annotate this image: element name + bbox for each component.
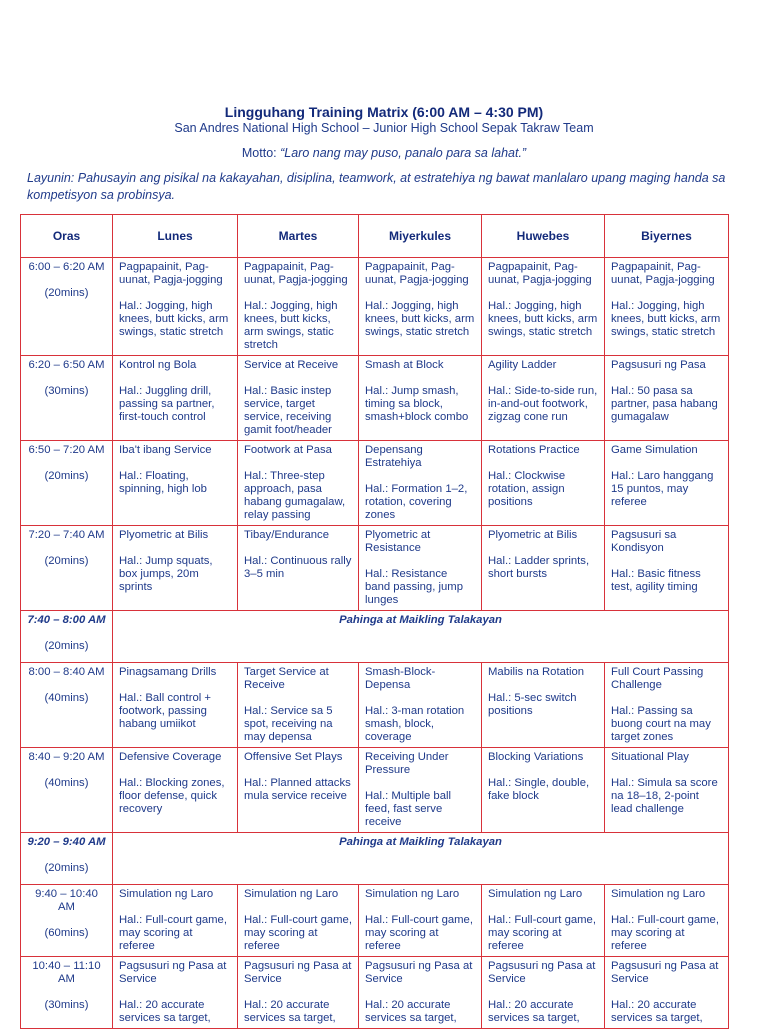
- activity-example: Hal.: Formation 1–2, rotation, covering zones: [365, 483, 468, 521]
- activity-example: Hal.: Jogging, high knees, butt kicks, arm swings, static stretch: [365, 300, 475, 338]
- activity-cell: [359, 441, 482, 526]
- activity-example: Hal.: 20 accurate services sa target,: [119, 999, 211, 1024]
- activity-example: Hal.: 20 accurate services sa target,: [365, 999, 457, 1024]
- activity-example: Hal.: Side-to-side run, in-and-out footwork, zigzag cone run: [488, 385, 598, 423]
- time-range: 6:20 – 6:50 AM: [28, 359, 105, 371]
- activity-cell: [113, 748, 238, 833]
- break-time-range: 9:20 – 9:40 AM: [27, 836, 106, 848]
- activity-cell: [238, 885, 359, 957]
- break-duration: (20mins): [44, 862, 89, 874]
- activity-cell: [482, 663, 605, 748]
- motto-label: Motto:: [241, 146, 281, 160]
- activity-title: Footwork at Pasa: [244, 444, 332, 456]
- activity-cell: [113, 885, 238, 957]
- activity-cell: [359, 957, 482, 1029]
- activity-title: Pagpapainit, Pag-uunat, Pagja-jogging: [365, 261, 469, 286]
- activity-title: Target Service at Receive: [244, 666, 329, 691]
- activity-example: Hal.: 3-man rotation smash, block, coverage: [365, 705, 465, 743]
- motto: [0, 146, 768, 161]
- activity-cell: [605, 885, 729, 957]
- activity-cell: [113, 441, 238, 526]
- table-row: [21, 441, 729, 526]
- activity-example: Hal.: Multiple ball feed, fast serve receive: [365, 790, 452, 828]
- activity-title: Pagsusuri ng Pasa at Service: [119, 960, 227, 985]
- activity-title: Pagsusuri ng Pasa at Service: [611, 960, 719, 985]
- activity-example: Hal.: Passing sa buong court na may target zones: [611, 705, 711, 743]
- activity-example: Hal.: Basic instep service, target service, receiving gamit foot/header: [244, 385, 332, 436]
- activity-example: Hal.: Basic fitness test, agility timing: [611, 568, 701, 593]
- time-duration: (20mins): [44, 470, 89, 482]
- activity-cell: [482, 957, 605, 1029]
- training-matrix-table: [20, 214, 729, 1029]
- time-range: 8:40 – 9:20 AM: [28, 751, 105, 763]
- time-range: 6:50 – 7:20 AM: [28, 444, 105, 456]
- activity-cell: [605, 441, 729, 526]
- activity-cell: [482, 258, 605, 356]
- break-time-range: 7:40 – 8:00 AM: [27, 614, 106, 626]
- activity-title: Pagsusuri ng Pasa: [611, 359, 706, 371]
- activity-cell: [359, 526, 482, 611]
- activity-example: Hal.: Resistance band passing, jump lunges: [365, 568, 463, 606]
- activity-cell: [482, 748, 605, 833]
- activity-example: Hal.: 20 accurate services sa target,: [488, 999, 580, 1024]
- time-range: 9:40 – 10:40 AM: [35, 888, 98, 913]
- activity-cell: [113, 526, 238, 611]
- activity-example: Hal.: Jump squats, box jumps, 20m sprints: [119, 555, 213, 593]
- activity-cell: [238, 258, 359, 356]
- activity-cell: [359, 356, 482, 441]
- activity-title: Tibay/Endurance: [244, 529, 329, 541]
- activity-cell: [605, 356, 729, 441]
- break-duration: (20mins): [44, 640, 89, 652]
- activity-title: Plyometric at Bilis: [119, 529, 209, 541]
- activity-cell: [605, 526, 729, 611]
- activity-cell: [482, 441, 605, 526]
- activity-title: Situational Play: [611, 751, 689, 763]
- time-duration: (60mins): [44, 927, 89, 939]
- activity-example: Hal.: Clockwise rotation, assign positions: [488, 470, 566, 508]
- activity-example: Hal.: Blocking zones, floor defense, quick recovery: [119, 777, 225, 815]
- activity-example: Hal.: Laro hanggang 15 puntos, may referee: [611, 470, 714, 508]
- activity-title: Offensive Set Plays: [244, 751, 343, 763]
- activity-title: Pagpapainit, Pag-uunat, Pagja-jogging: [611, 261, 715, 286]
- activity-title: Blocking Variations: [488, 751, 584, 763]
- activity-cell: [359, 258, 482, 356]
- activity-cell: [113, 663, 238, 748]
- activity-cell: [238, 441, 359, 526]
- time-duration: (30mins): [44, 999, 89, 1011]
- table-row: [21, 356, 729, 441]
- activity-cell: [359, 663, 482, 748]
- table-row: [21, 663, 729, 748]
- activity-example: Hal.: Three-step approach, pasa habang gumagalaw, relay passing: [244, 470, 346, 521]
- break-label: Pahinga at Maikling Talakayan: [113, 833, 729, 885]
- activity-title: Iba't ibang Service: [119, 444, 212, 456]
- activity-title: Pagsusuri ng Pasa at Service: [244, 960, 352, 985]
- activity-example: Hal.: Jogging, high knees, butt kicks, arm swings, static stretch: [119, 300, 229, 338]
- activity-example: Hal.: Jogging, high knees, butt kicks, arm swings, static stretch: [488, 300, 598, 338]
- activity-title: Service at Receive: [244, 359, 339, 371]
- activity-example: Hal.: Jump smash, timing sa block, smash+block combo: [365, 385, 469, 423]
- activity-cell: [482, 356, 605, 441]
- activity-title: Smash-Block-Depensa: [365, 666, 436, 691]
- activity-title: Pagpapainit, Pag-uunat, Pagja-jogging: [119, 261, 223, 286]
- activity-title: Pinagsamang Drills: [119, 666, 217, 678]
- activity-example: Hal.: 50 pasa sa partner, pasa habang gumagalaw: [611, 385, 718, 423]
- activity-example: Hal.: Full-court game, may scoring at referee: [611, 914, 719, 952]
- time-range: 6:00 – 6:20 AM: [28, 261, 105, 273]
- table-row: [21, 748, 729, 833]
- table-header-row: [21, 215, 729, 258]
- activity-example: Hal.: Simula sa score na 18–18, 2-point lead challenge: [611, 777, 718, 815]
- time-range: 8:00 – 8:40 AM: [28, 666, 105, 678]
- time-cell: [21, 885, 113, 957]
- time-cell: [21, 258, 113, 356]
- activity-cell: [482, 885, 605, 957]
- activity-title: Pagsusuri ng Pasa at Service: [365, 960, 473, 985]
- column-header: Biyernes: [605, 215, 729, 258]
- column-header: Miyerkules: [359, 215, 482, 258]
- activity-cell: [113, 957, 238, 1029]
- activity-cell: [605, 258, 729, 356]
- break-time-cell: [21, 611, 113, 663]
- table-row: [21, 258, 729, 356]
- table-row: [21, 957, 729, 1029]
- column-header: Oras: [21, 215, 113, 258]
- activity-example: Hal.: Ladder sprints, short bursts: [488, 555, 590, 580]
- page-title: Lingguhang Training Matrix (6:00 AM – 4:30 PM): [224, 104, 544, 120]
- time-duration: (20mins): [44, 555, 89, 567]
- activity-title: Full Court Passing Challenge: [611, 666, 704, 691]
- activity-cell: [238, 526, 359, 611]
- activity-cell: [113, 258, 238, 356]
- break-row: [21, 833, 729, 885]
- activity-title: Kontrol ng Bola: [119, 359, 197, 371]
- time-cell: [21, 441, 113, 526]
- activity-example: Hal.: 5-sec switch positions: [488, 692, 577, 717]
- time-duration: (40mins): [44, 777, 89, 789]
- time-cell: [21, 748, 113, 833]
- time-cell: [21, 663, 113, 748]
- activity-example: Hal.: Single, double, fake block: [488, 777, 590, 802]
- column-header: Huwebes: [482, 215, 605, 258]
- document-header: [0, 104, 768, 161]
- activity-cell: [605, 957, 729, 1029]
- activity-example: Hal.: Service sa 5 spot, receiving na may depensa: [244, 705, 333, 743]
- time-range: 7:20 – 7:40 AM: [28, 529, 105, 541]
- activity-title: Smash at Block: [365, 359, 444, 371]
- activity-title: Rotations Practice: [488, 444, 580, 456]
- activity-example: Hal.: Planned attacks mula service receive: [244, 777, 351, 802]
- goal-statement: Layunin: Pahusayin ang pisikal na kakayahan, disiplina, teamwork, at estratehiya ng bawat manlalaro upang maging handa sa kompetisyon sa probinsya.: [27, 171, 726, 202]
- activity-title: Plyometric at Bilis: [488, 529, 578, 541]
- column-header: Martes: [238, 215, 359, 258]
- activity-example: Hal.: Full-court game, may scoring at referee: [244, 914, 352, 952]
- activity-title: Plyometric at Resistance: [365, 529, 431, 554]
- activity-cell: [359, 748, 482, 833]
- activity-example: Hal.: Full-court game, may scoring at referee: [119, 914, 227, 952]
- activity-title: Simulation ng Laro: [611, 888, 706, 900]
- activity-cell: [605, 663, 729, 748]
- activity-cell: [238, 748, 359, 833]
- activity-cell: [482, 526, 605, 611]
- activity-title: Receiving Under Pressure: [365, 751, 449, 776]
- activity-cell: [359, 885, 482, 957]
- activity-example: Hal.: Full-court game, may scoring at referee: [365, 914, 473, 952]
- break-time-cell: [21, 833, 113, 885]
- activity-title: Game Simulation: [611, 444, 698, 456]
- table-row: [21, 526, 729, 611]
- time-duration: (20mins): [44, 287, 89, 299]
- time-cell: [21, 356, 113, 441]
- time-cell: [21, 526, 113, 611]
- motto-text: “Laro nang may puso, panalo para sa lahat.”: [280, 146, 527, 160]
- activity-example: Hal.: Continuous rally 3–5 min: [244, 555, 352, 580]
- activity-example: Hal.: Full-court game, may scoring at referee: [488, 914, 596, 952]
- activity-title: Simulation ng Laro: [488, 888, 583, 900]
- activity-title: Simulation ng Laro: [365, 888, 460, 900]
- activity-title: Simulation ng Laro: [244, 888, 339, 900]
- page-subtitle: San Andres National High School – Junior High School Sepak Takraw Team: [174, 121, 594, 135]
- break-row: [21, 611, 729, 663]
- activity-example: Hal.: 20 accurate services sa target,: [244, 999, 336, 1024]
- time-duration: (40mins): [44, 692, 89, 704]
- break-label: Pahinga at Maikling Talakayan: [113, 611, 729, 663]
- activity-title: Defensive Coverage: [119, 751, 222, 763]
- time-range: 10:40 – 11:10 AM: [32, 960, 101, 985]
- activity-example: Hal.: Jogging, high knees, butt kicks, arm swings, static stretch: [611, 300, 721, 338]
- activity-example: Hal.: Floating, spinning, high lob: [119, 470, 207, 495]
- activity-title: Depensang Estratehiya: [365, 444, 423, 469]
- time-cell: [21, 957, 113, 1029]
- activity-cell: [605, 748, 729, 833]
- activity-cell: [238, 356, 359, 441]
- activity-title: Pagsusuri sa Kondisyon: [611, 529, 677, 554]
- activity-cell: [238, 663, 359, 748]
- table-row: [21, 885, 729, 957]
- activity-example: Hal.: Juggling drill, passing sa partner, first-touch control: [119, 385, 215, 423]
- activity-title: Pagsusuri ng Pasa at Service: [488, 960, 596, 985]
- activity-title: Mabilis na Rotation: [488, 666, 585, 678]
- activity-example: Hal.: 20 accurate services sa target,: [611, 999, 703, 1024]
- activity-example: Hal.: Jogging, high knees, butt kicks, arm swings, static stretch: [244, 300, 338, 351]
- activity-title: Agility Ladder: [488, 359, 557, 371]
- activity-cell: [113, 356, 238, 441]
- activity-title: Pagpapainit, Pag-uunat, Pagja-jogging: [488, 261, 592, 286]
- time-duration: (30mins): [44, 385, 89, 397]
- activity-title: Simulation ng Laro: [119, 888, 214, 900]
- activity-title: Pagpapainit, Pag-uunat, Pagja-jogging: [244, 261, 348, 286]
- activity-example: Hal.: Ball control + footwork, passing habang umiikot: [119, 692, 211, 730]
- activity-cell: [238, 957, 359, 1029]
- column-header: Lunes: [113, 215, 238, 258]
